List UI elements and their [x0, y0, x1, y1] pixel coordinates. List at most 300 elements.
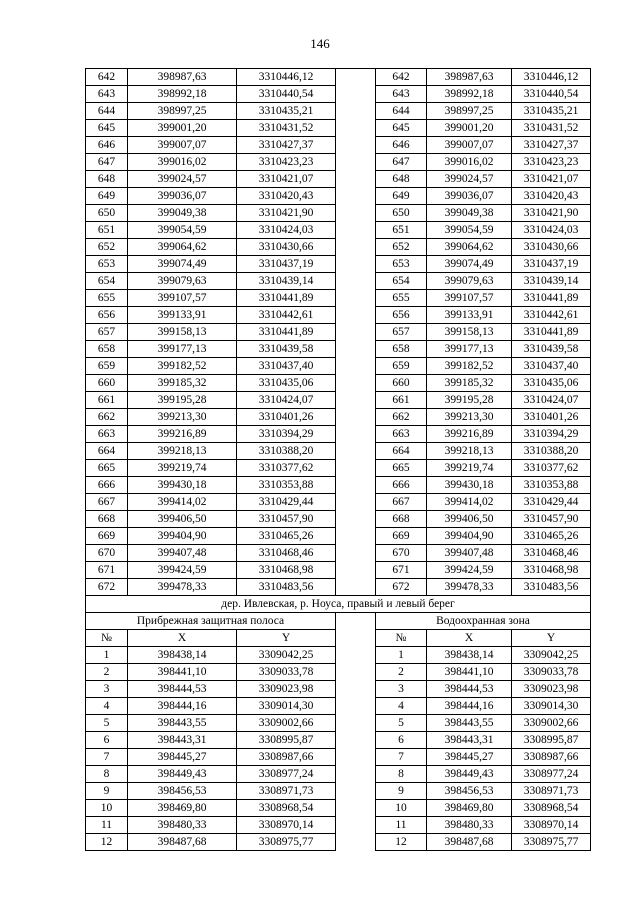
table-row — [86, 647, 591, 664]
point-number: 647 — [376, 154, 427, 171]
y-coordinate: 3310457,90 — [512, 511, 591, 528]
x-coordinate: 399133,91 — [128, 307, 237, 324]
column-gap — [336, 375, 376, 392]
point-number: 650 — [86, 205, 128, 222]
y-coordinate: 3308970,14 — [512, 817, 591, 834]
column-gap — [336, 460, 376, 477]
x-coordinate: 399016,02 — [128, 154, 237, 171]
point-number: 1 — [86, 647, 128, 664]
x-coordinate: 398445,27 — [128, 749, 237, 766]
column-gap — [336, 766, 376, 783]
table-row — [86, 511, 591, 528]
point-number: 645 — [86, 120, 128, 137]
point-number: 667 — [376, 494, 427, 511]
point-number: 666 — [376, 477, 427, 494]
table-row — [86, 171, 591, 188]
x-coordinate: 399218,13 — [427, 443, 512, 460]
column-gap — [336, 443, 376, 460]
y-coordinate: 3310441,89 — [512, 324, 591, 341]
x-coordinate: 399036,07 — [427, 188, 512, 205]
point-number: 8 — [86, 766, 128, 783]
column-gap — [336, 171, 376, 188]
x-coordinate: 399049,38 — [427, 205, 512, 222]
y-coordinate: 3310468,46 — [237, 545, 336, 562]
y-coordinate: 3310353,88 — [512, 477, 591, 494]
table-row — [86, 579, 591, 596]
y-coordinate: 3310431,52 — [237, 120, 336, 137]
column-gap — [336, 426, 376, 443]
column-gap — [336, 562, 376, 579]
column-gap — [336, 511, 376, 528]
y-coordinate: 3310423,23 — [512, 154, 591, 171]
y-coordinate: 3310468,46 — [512, 545, 591, 562]
x-coordinate: 399195,28 — [427, 392, 512, 409]
x-coordinate: 399064,62 — [427, 239, 512, 256]
y-coordinate: 3310446,12 — [512, 69, 591, 86]
y-coordinate: 3310465,26 — [512, 528, 591, 545]
column-gap — [336, 290, 376, 307]
y-coordinate: 3310437,40 — [512, 358, 591, 375]
y-coordinate: 3310435,21 — [237, 103, 336, 120]
y-coordinate: 3308970,14 — [237, 817, 336, 834]
point-number: 672 — [376, 579, 427, 596]
column-gap — [336, 256, 376, 273]
point-number: 670 — [376, 545, 427, 562]
y-coordinate: 3310423,23 — [237, 154, 336, 171]
x-coordinate: 399177,13 — [128, 341, 237, 358]
column-gap — [336, 69, 376, 86]
x-coordinate: 399001,20 — [128, 120, 237, 137]
y-coordinate: 3310457,90 — [237, 511, 336, 528]
table-row — [86, 460, 591, 477]
column-gap — [336, 783, 376, 800]
x-coordinate: 398441,10 — [128, 664, 237, 681]
point-number: 8 — [376, 766, 427, 783]
x-coordinate: 398438,14 — [427, 647, 512, 664]
point-number: 7 — [86, 749, 128, 766]
x-coordinate: 398987,63 — [427, 69, 512, 86]
point-number: 664 — [376, 443, 427, 460]
point-number: 3 — [376, 681, 427, 698]
y-coordinate: 3310430,66 — [237, 239, 336, 256]
column-gap — [336, 120, 376, 137]
x-coordinate: 399407,48 — [128, 545, 237, 562]
y-coordinate: 3310421,07 — [237, 171, 336, 188]
x-coordinate: 399007,07 — [427, 137, 512, 154]
table-row — [86, 392, 591, 409]
y-coordinate: 3309014,30 — [237, 698, 336, 715]
column-gap — [336, 630, 376, 647]
point-number: 649 — [86, 188, 128, 205]
x-coordinate: 399079,63 — [427, 273, 512, 290]
point-number: 11 — [376, 817, 427, 834]
table-row — [86, 120, 591, 137]
y-coordinate: 3310429,44 — [512, 494, 591, 511]
x-coordinate: 398443,31 — [427, 732, 512, 749]
point-number: 654 — [376, 273, 427, 290]
point-number: 663 — [376, 426, 427, 443]
point-number: 1 — [376, 647, 427, 664]
column-gap — [336, 103, 376, 120]
x-coordinate: 398992,18 — [128, 86, 237, 103]
column-gap — [336, 239, 376, 256]
header-x: X — [128, 630, 237, 647]
table-row — [86, 443, 591, 460]
x-coordinate: 398469,80 — [128, 800, 237, 817]
point-number: 646 — [86, 137, 128, 154]
x-coordinate: 398443,55 — [128, 715, 237, 732]
y-coordinate: 3310483,56 — [237, 579, 336, 596]
coordinates-table — [85, 68, 591, 851]
point-number: 4 — [376, 698, 427, 715]
x-coordinate: 399424,59 — [427, 562, 512, 579]
column-gap — [336, 698, 376, 715]
x-coordinate: 399182,52 — [128, 358, 237, 375]
point-number: 9 — [376, 783, 427, 800]
x-coordinate: 399404,90 — [427, 528, 512, 545]
column-gap — [336, 324, 376, 341]
table-row — [86, 749, 591, 766]
point-number: 653 — [376, 256, 427, 273]
point-number: 656 — [86, 307, 128, 324]
x-coordinate: 398438,14 — [128, 647, 237, 664]
left-zone-title: Прибрежная защитная полоса — [86, 613, 336, 630]
column-gap — [336, 681, 376, 698]
point-number: 5 — [86, 715, 128, 732]
point-number: 655 — [376, 290, 427, 307]
x-coordinate: 399213,30 — [427, 409, 512, 426]
column-gap — [336, 307, 376, 324]
y-coordinate: 3310435,06 — [237, 375, 336, 392]
y-coordinate: 3309033,78 — [237, 664, 336, 681]
column-gap — [336, 188, 376, 205]
x-coordinate: 399074,49 — [427, 256, 512, 273]
point-number: 654 — [86, 273, 128, 290]
x-coordinate: 398456,53 — [128, 783, 237, 800]
y-coordinate: 3310430,66 — [512, 239, 591, 256]
point-number: 650 — [376, 205, 427, 222]
point-number: 9 — [86, 783, 128, 800]
table-row — [86, 341, 591, 358]
point-number: 7 — [376, 749, 427, 766]
column-gap — [336, 86, 376, 103]
point-number: 10 — [86, 800, 128, 817]
y-coordinate: 3310429,44 — [237, 494, 336, 511]
y-coordinate: 3310440,54 — [512, 86, 591, 103]
y-coordinate: 3310377,62 — [237, 460, 336, 477]
x-coordinate: 399064,62 — [128, 239, 237, 256]
x-coordinate: 399406,50 — [427, 511, 512, 528]
table-row — [86, 800, 591, 817]
point-number: 642 — [376, 69, 427, 86]
column-gap — [336, 222, 376, 239]
x-coordinate: 399036,07 — [128, 188, 237, 205]
table-row — [86, 494, 591, 511]
point-number: 648 — [376, 171, 427, 188]
x-coordinate: 399478,33 — [427, 579, 512, 596]
x-coordinate: 399049,38 — [128, 205, 237, 222]
table-row — [86, 834, 591, 851]
y-coordinate: 3310468,98 — [512, 562, 591, 579]
y-coordinate: 3308977,24 — [512, 766, 591, 783]
x-coordinate: 398444,16 — [128, 698, 237, 715]
point-number: 665 — [86, 460, 128, 477]
point-number: 642 — [86, 69, 128, 86]
x-coordinate: 398992,18 — [427, 86, 512, 103]
point-number: 657 — [376, 324, 427, 341]
column-gap — [336, 494, 376, 511]
x-coordinate: 399107,57 — [128, 290, 237, 307]
x-coordinate: 398487,68 — [128, 834, 237, 851]
x-coordinate: 399478,33 — [128, 579, 237, 596]
point-number: 652 — [86, 239, 128, 256]
y-coordinate: 3310420,43 — [512, 188, 591, 205]
point-number: 655 — [86, 290, 128, 307]
y-coordinate: 3310439,14 — [512, 273, 591, 290]
y-coordinate: 3310468,98 — [237, 562, 336, 579]
table-row — [86, 732, 591, 749]
point-number: 645 — [376, 120, 427, 137]
y-coordinate: 3309014,30 — [512, 698, 591, 715]
point-number: 12 — [376, 834, 427, 851]
point-number: 668 — [86, 511, 128, 528]
table-row — [86, 528, 591, 545]
column-gap — [336, 358, 376, 375]
column-gap — [336, 205, 376, 222]
x-coordinate: 398987,63 — [128, 69, 237, 86]
x-coordinate: 399219,74 — [427, 460, 512, 477]
y-coordinate: 3310388,20 — [237, 443, 336, 460]
point-number: 2 — [376, 664, 427, 681]
table-row — [86, 817, 591, 834]
y-coordinate: 3309023,98 — [512, 681, 591, 698]
column-gap — [336, 715, 376, 732]
column-gap — [336, 647, 376, 664]
table-row — [86, 205, 591, 222]
point-number: 647 — [86, 154, 128, 171]
y-coordinate: 3308968,54 — [237, 800, 336, 817]
x-coordinate: 398469,80 — [427, 800, 512, 817]
table-row — [86, 766, 591, 783]
table-row — [86, 69, 591, 86]
y-coordinate: 3310421,90 — [512, 205, 591, 222]
column-gap — [336, 545, 376, 562]
x-coordinate: 399001,20 — [427, 120, 512, 137]
table-row — [86, 239, 591, 256]
y-coordinate: 3310353,88 — [237, 477, 336, 494]
x-coordinate: 399182,52 — [427, 358, 512, 375]
column-gap — [336, 817, 376, 834]
x-coordinate: 399195,28 — [128, 392, 237, 409]
column-gap — [336, 477, 376, 494]
y-coordinate: 3310401,26 — [237, 409, 336, 426]
point-number: 6 — [86, 732, 128, 749]
y-coordinate: 3310388,20 — [512, 443, 591, 460]
point-number: 660 — [86, 375, 128, 392]
y-coordinate: 3308975,77 — [512, 834, 591, 851]
header-x: X — [427, 630, 512, 647]
point-number: 652 — [376, 239, 427, 256]
table-row — [86, 273, 591, 290]
y-coordinate: 3308987,66 — [237, 749, 336, 766]
x-coordinate: 399158,13 — [427, 324, 512, 341]
x-coordinate: 399219,74 — [128, 460, 237, 477]
y-coordinate: 3308995,87 — [512, 732, 591, 749]
x-coordinate: 398443,31 — [128, 732, 237, 749]
y-coordinate: 3309002,66 — [237, 715, 336, 732]
x-coordinate: 399024,57 — [427, 171, 512, 188]
column-gap — [336, 579, 376, 596]
point-number: 653 — [86, 256, 128, 273]
column-gap — [336, 664, 376, 681]
x-coordinate: 399158,13 — [128, 324, 237, 341]
column-gap — [336, 613, 376, 630]
x-coordinate: 398445,27 — [427, 749, 512, 766]
point-number: 663 — [86, 426, 128, 443]
y-coordinate: 3310421,07 — [512, 171, 591, 188]
x-coordinate: 398449,43 — [427, 766, 512, 783]
x-coordinate: 398997,25 — [128, 103, 237, 120]
x-coordinate: 399185,32 — [128, 375, 237, 392]
point-number: 671 — [86, 562, 128, 579]
table-row — [86, 426, 591, 443]
x-coordinate: 399107,57 — [427, 290, 512, 307]
column-gap — [336, 749, 376, 766]
x-coordinate: 398997,25 — [427, 103, 512, 120]
point-number: 648 — [86, 171, 128, 188]
y-coordinate: 3309002,66 — [512, 715, 591, 732]
table-row — [86, 358, 591, 375]
table-row — [86, 290, 591, 307]
point-number: 649 — [376, 188, 427, 205]
table-row — [86, 375, 591, 392]
table-row — [86, 562, 591, 579]
y-coordinate: 3310394,29 — [237, 426, 336, 443]
y-coordinate: 3310442,61 — [237, 307, 336, 324]
point-number: 667 — [86, 494, 128, 511]
point-number: 10 — [376, 800, 427, 817]
table-row — [86, 307, 591, 324]
y-coordinate: 3310421,90 — [237, 205, 336, 222]
y-coordinate: 3310437,40 — [237, 358, 336, 375]
table-row — [86, 783, 591, 800]
column-gap — [336, 732, 376, 749]
column-gap — [336, 154, 376, 171]
y-coordinate: 3308971,73 — [512, 783, 591, 800]
y-coordinate: 3308987,66 — [512, 749, 591, 766]
x-coordinate: 398456,53 — [427, 783, 512, 800]
x-coordinate: 399016,02 — [427, 154, 512, 171]
x-coordinate: 399133,91 — [427, 307, 512, 324]
table-row — [86, 545, 591, 562]
point-number: 644 — [86, 103, 128, 120]
table-row — [86, 256, 591, 273]
x-coordinate: 399414,02 — [427, 494, 512, 511]
point-number: 659 — [376, 358, 427, 375]
point-number: 660 — [376, 375, 427, 392]
column-gap — [336, 137, 376, 154]
y-coordinate: 3310441,89 — [512, 290, 591, 307]
y-coordinate: 3310440,54 — [237, 86, 336, 103]
page-number: 146 — [310, 36, 330, 51]
y-coordinate: 3310439,14 — [237, 273, 336, 290]
column-gap — [336, 392, 376, 409]
table-row — [86, 188, 591, 205]
table-row — [86, 103, 591, 120]
point-number: 11 — [86, 817, 128, 834]
table-row — [86, 698, 591, 715]
y-coordinate: 3310437,19 — [512, 256, 591, 273]
column-gap — [336, 800, 376, 817]
header-y: Y — [512, 630, 591, 647]
y-coordinate: 3308968,54 — [512, 800, 591, 817]
point-number: 12 — [86, 834, 128, 851]
x-coordinate: 399177,13 — [427, 341, 512, 358]
table-row — [86, 681, 591, 698]
x-coordinate: 399218,13 — [128, 443, 237, 460]
point-number: 671 — [376, 562, 427, 579]
point-number: 643 — [376, 86, 427, 103]
point-number: 669 — [376, 528, 427, 545]
header-y: Y — [237, 630, 336, 647]
x-coordinate: 399216,89 — [128, 426, 237, 443]
x-coordinate: 398449,43 — [128, 766, 237, 783]
point-number: 659 — [86, 358, 128, 375]
y-coordinate: 3310420,43 — [237, 188, 336, 205]
point-number: 662 — [376, 409, 427, 426]
column-gap — [336, 528, 376, 545]
y-coordinate: 3309042,25 — [512, 647, 591, 664]
point-number: 661 — [376, 392, 427, 409]
y-coordinate: 3310435,21 — [512, 103, 591, 120]
table-row — [86, 86, 591, 103]
x-coordinate: 399406,50 — [128, 511, 237, 528]
x-coordinate: 399054,59 — [427, 222, 512, 239]
y-coordinate: 3309042,25 — [237, 647, 336, 664]
table-row — [86, 409, 591, 426]
table-row — [86, 222, 591, 239]
header-num: № — [86, 630, 128, 647]
x-coordinate: 399213,30 — [128, 409, 237, 426]
x-coordinate: 399424,59 — [128, 562, 237, 579]
x-coordinate: 399404,90 — [128, 528, 237, 545]
point-number: 5 — [376, 715, 427, 732]
y-coordinate: 3310424,03 — [512, 222, 591, 239]
y-coordinate: 3310442,61 — [512, 307, 591, 324]
point-number: 661 — [86, 392, 128, 409]
y-coordinate: 3310424,07 — [512, 392, 591, 409]
y-coordinate: 3309023,98 — [237, 681, 336, 698]
y-coordinate: 3310427,37 — [512, 137, 591, 154]
x-coordinate: 399185,32 — [427, 375, 512, 392]
x-coordinate: 399074,49 — [128, 256, 237, 273]
point-number: 651 — [86, 222, 128, 239]
point-number: 643 — [86, 86, 128, 103]
y-coordinate: 3308975,77 — [237, 834, 336, 851]
x-coordinate: 398480,33 — [427, 817, 512, 834]
point-number: 662 — [86, 409, 128, 426]
point-number: 656 — [376, 307, 427, 324]
x-coordinate: 398444,16 — [427, 698, 512, 715]
point-number: 3 — [86, 681, 128, 698]
y-coordinate: 3310446,12 — [237, 69, 336, 86]
x-coordinate: 398480,33 — [128, 817, 237, 834]
y-coordinate: 3309033,78 — [512, 664, 591, 681]
header-num: № — [376, 630, 427, 647]
point-number: 658 — [86, 341, 128, 358]
y-coordinate: 3310431,52 — [512, 120, 591, 137]
y-coordinate: 3310435,06 — [512, 375, 591, 392]
